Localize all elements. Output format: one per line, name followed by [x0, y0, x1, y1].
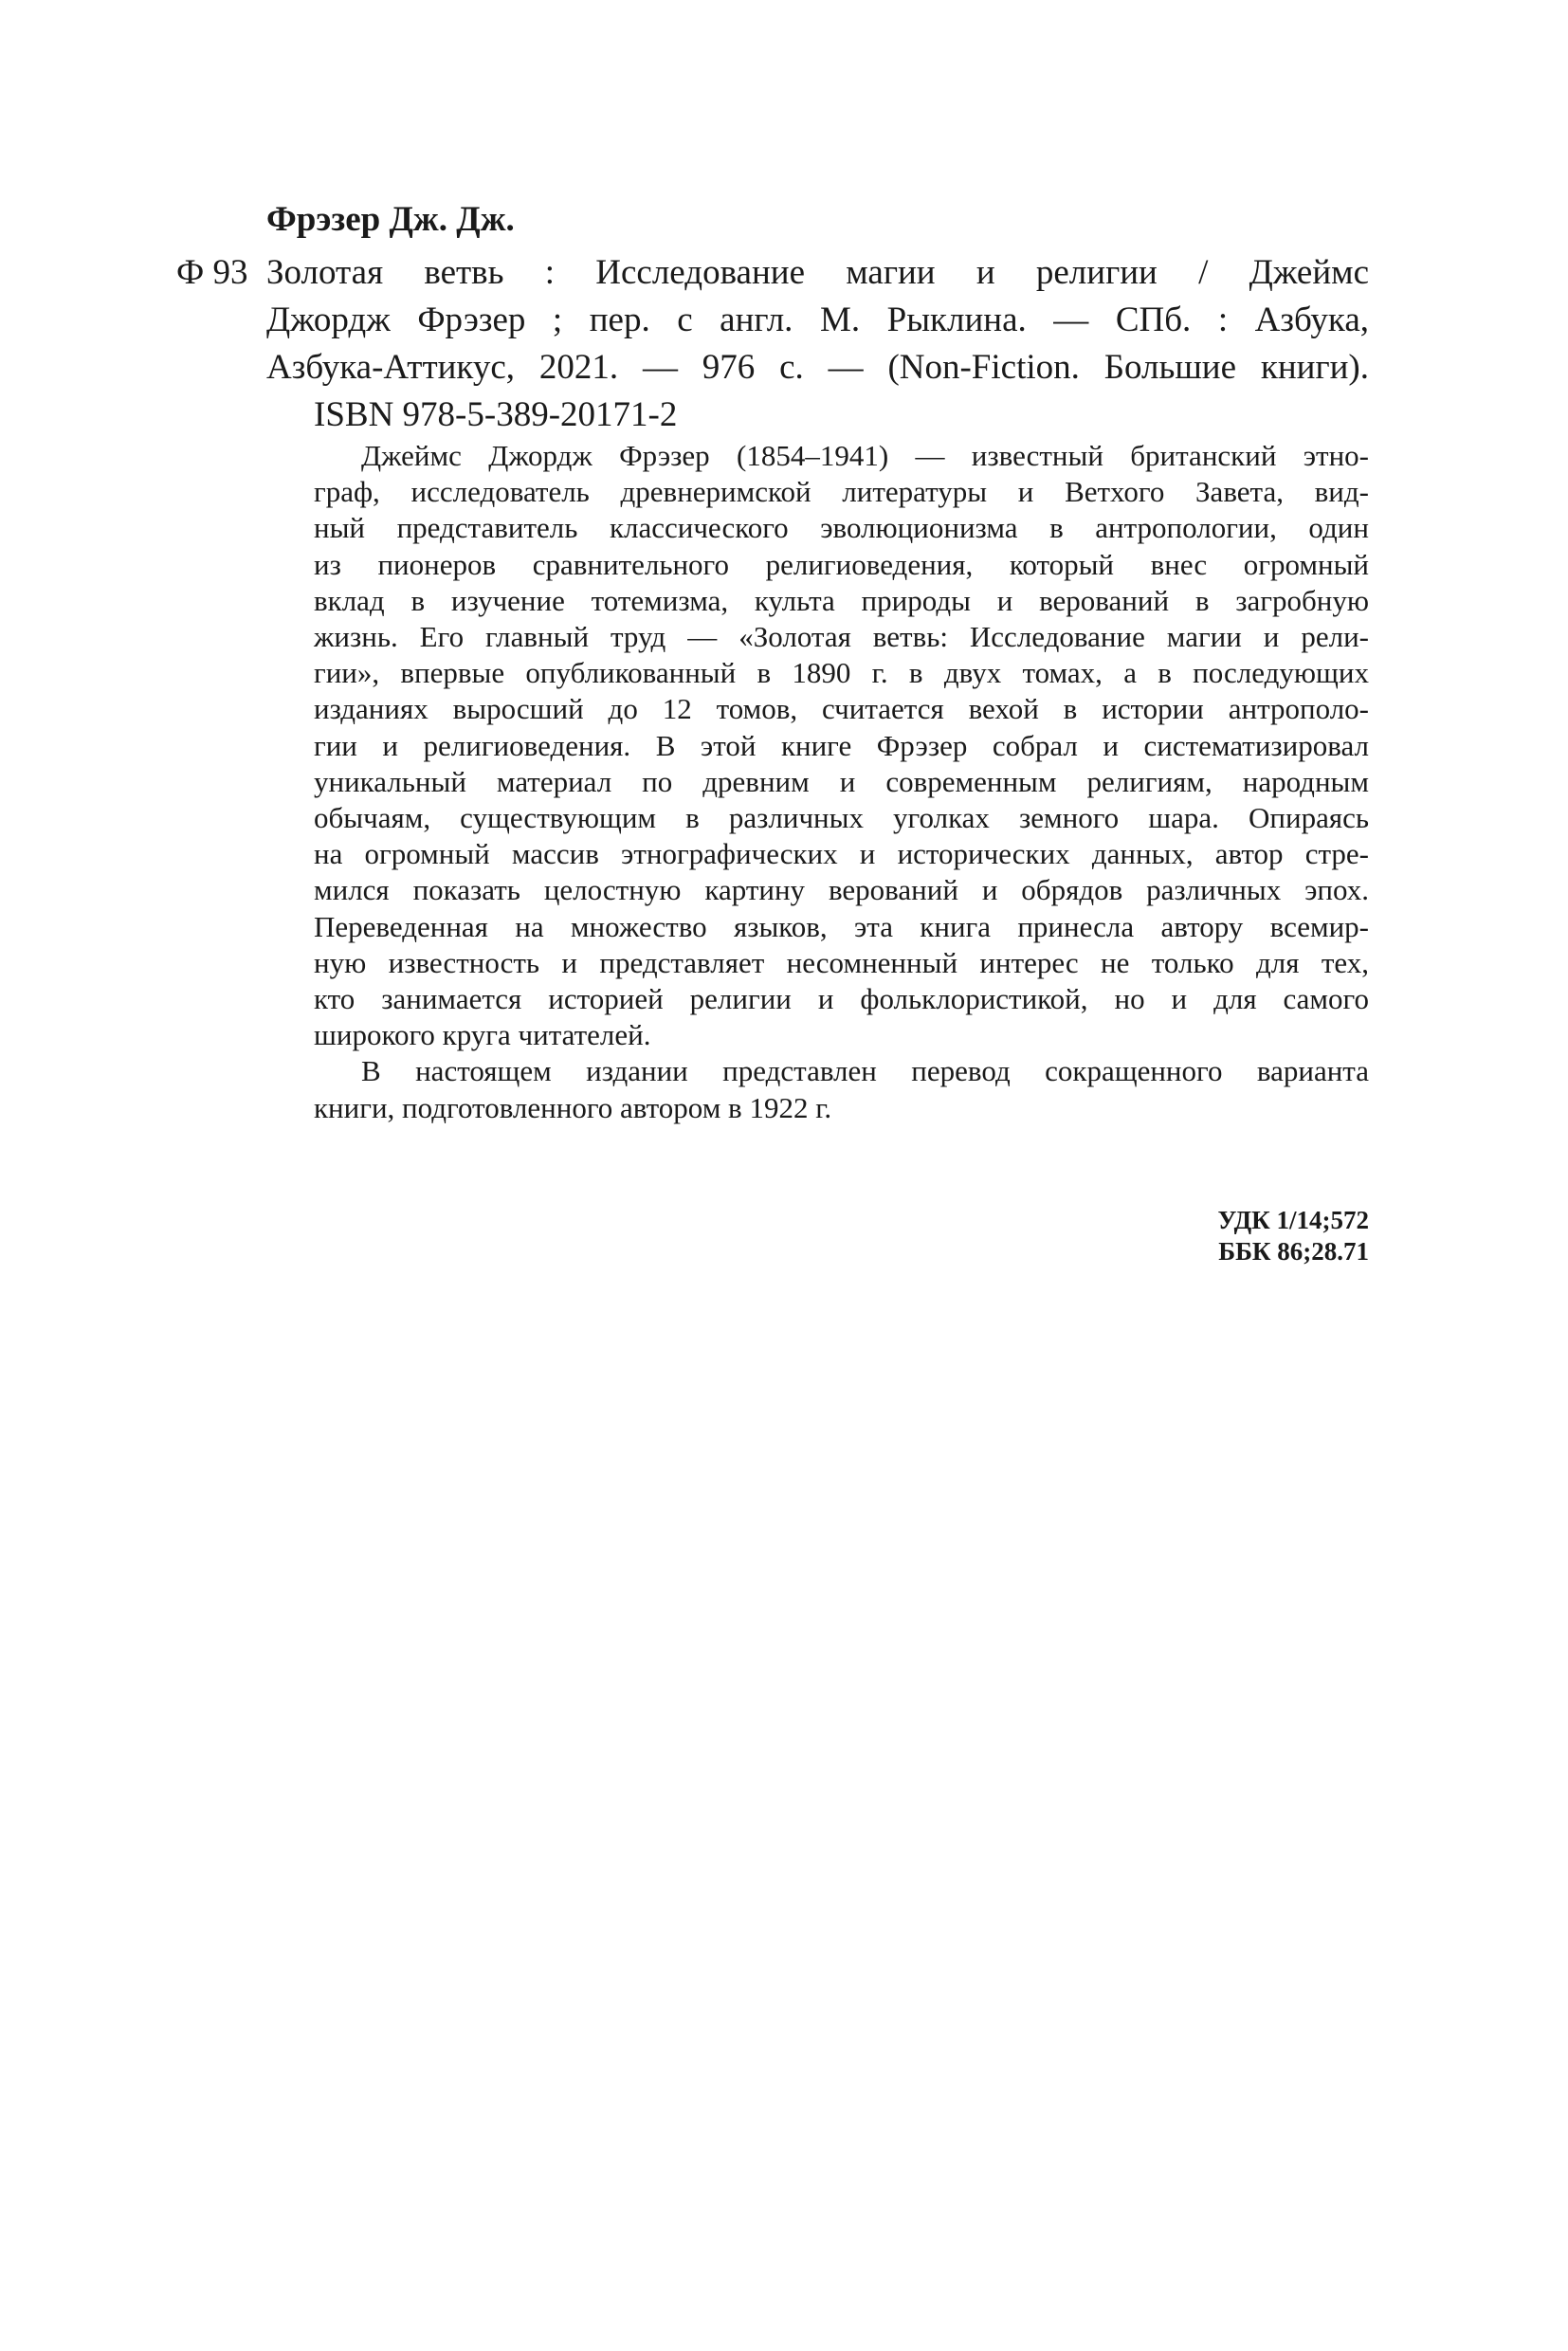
bibliographic-line: Азбука-Аттикус, 2021. — 976 с. — (Non-Fiction. Большие книги).	[266, 348, 1369, 387]
annotation-line: гии», впервые опубликованный в 1890 г. в двух томах, а в последующих	[314, 656, 1369, 690]
annotation-line: книги, подготовленного автором в 1922 г.	[314, 1090, 832, 1124]
bibliographic-description	[266, 249, 1369, 392]
annotation-line: изданиях выросший до 12 томов, считается вехой в истории антрополо-	[314, 692, 1369, 726]
annotation-line: ный представитель классического эволюционизма в антропологии, один	[314, 511, 1369, 545]
udk-index: УДК 1/14;572	[1217, 1206, 1369, 1234]
annotation-line: жизнь. Его главный труд — «Золотая ветвь: Исследование магии и рели-	[314, 620, 1369, 654]
annotation-line: кто занимается историей религии и фольклористикой, но и для самого	[314, 982, 1369, 1016]
annotation-line: гии и религиоведения. В этой книге Фрэзер собрал и систематизировал	[314, 728, 1369, 762]
annotation-paragraph-2	[266, 1053, 1369, 1125]
annotation-line: мился показать целостную картину верований и обрядов различных эпох.	[314, 873, 1369, 907]
annotation-line: на огромный массив этнографических и исторических данных, автор стре-	[314, 837, 1369, 871]
bbk-index: ББК 86;28.71	[1218, 1237, 1369, 1266]
annotation-line: из пионеров сравнительного религиоведения, который внес огромный	[314, 547, 1369, 581]
annotation-line: ную известность и представляет несомненный интерес не только для тех,	[314, 945, 1369, 979]
bibliographic-line: Золотая ветвь : Исследование магии и религии / Джеймс	[266, 253, 1369, 292]
annotation-line: вклад в изучение тотемизма, культа природы и верований в загробную	[314, 583, 1369, 617]
isbn: ISBN 978-5-389-20171-2	[314, 395, 678, 434]
annotation-line: граф, исследователь древнеримской литературы и Ветхого Завета, вид-	[314, 475, 1369, 509]
annotation-line: В настоящем издании представлен перевод сокращенного варианта	[361, 1054, 1369, 1088]
annotation-line: широкого круга читателей.	[314, 1018, 651, 1052]
annotation-line: обычаям, существующим в различных уголках земного шара. Опираясь	[314, 801, 1369, 835]
annotation-paragraph-1	[266, 438, 1369, 1053]
bibliographic-line: Джордж Фрэзер ; пер. с англ. М. Рыклина. — СПб. : Азбука,	[266, 301, 1369, 339]
annotation	[266, 438, 1369, 1126]
catalog-code: Ф 93	[176, 253, 248, 292]
annotation-line: Джеймс Джордж Фрэзер (1854–1941) — известный британский этно-	[361, 439, 1369, 472]
annotation-line: Переведенная на множество языков, эта книга принесла автору всемир-	[314, 909, 1369, 943]
author-heading: Фрэзер Дж. Дж.	[266, 200, 515, 239]
annotation-line: уникальный материал по древним и современным религиям, народным	[314, 764, 1369, 798]
